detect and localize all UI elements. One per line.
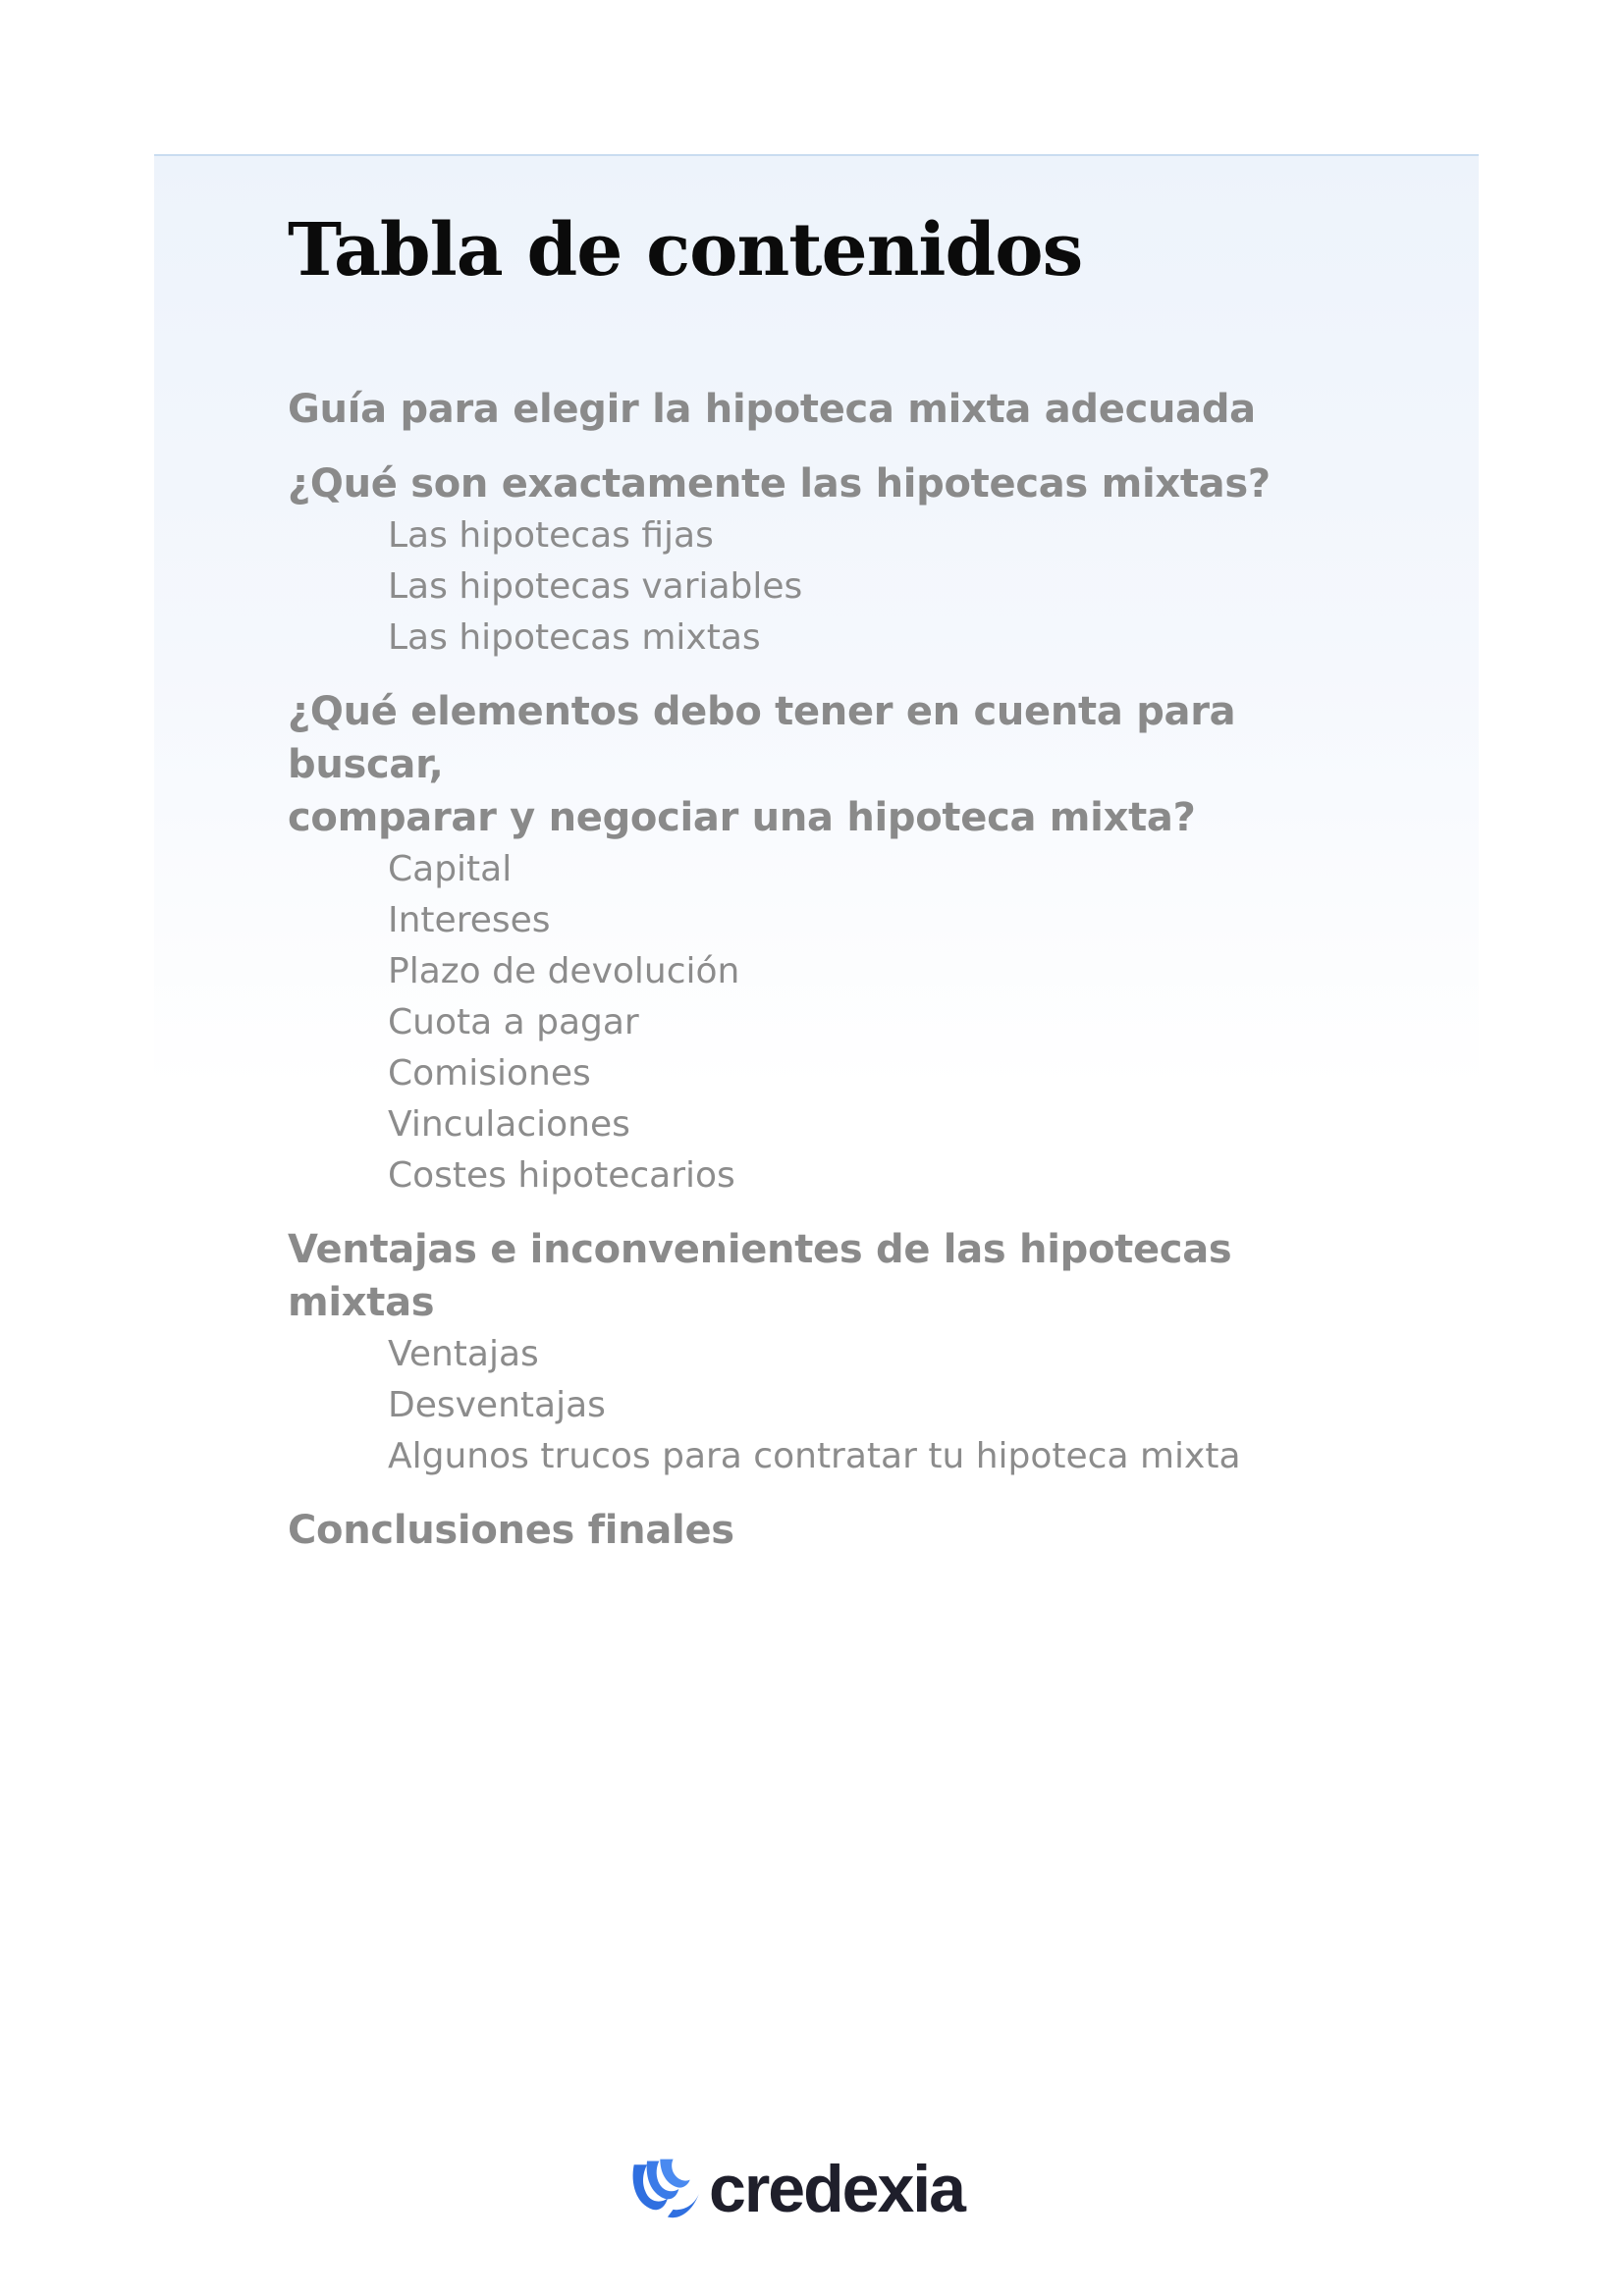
toc-section-elementos (288, 685, 1368, 1201)
toc-subitem[interactable]: Ventajas (388, 1334, 539, 1374)
table-of-contents (288, 383, 1368, 1578)
toc-section-title[interactable] (288, 685, 1368, 844)
toc-subitem[interactable]: Las hipotecas variables (388, 566, 803, 607)
toc-subitem[interactable]: Capital (388, 849, 513, 889)
toc-subitem[interactable]: Vinculaciones (388, 1104, 630, 1145)
toc-section-ventajas (288, 1223, 1368, 1482)
toc-section-guia (288, 383, 1368, 436)
toc-subitem[interactable]: Desventajas (388, 1385, 606, 1425)
toc-subitem[interactable]: Algunos trucos para contratar tu hipoteca mixta (388, 1436, 1241, 1476)
toc-subitem[interactable]: Las hipotecas fijas (388, 515, 714, 556)
toc-subitem[interactable]: Cuota a pagar (388, 1002, 639, 1042)
toc-section-title-line: ¿Qué elementos debo tener en cuenta para buscar, (288, 689, 1236, 787)
toc-section-title[interactable]: Guía para elegir la hipoteca mixta adecuada (288, 387, 1256, 432)
toc-section-que-son (288, 457, 1368, 664)
toc-section-title[interactable]: Ventajas e inconvenientes de las hipotecas mixtas (288, 1227, 1232, 1325)
toc-subitem[interactable]: Costes hipotecarios (388, 1155, 735, 1196)
toc-subitem[interactable]: Plazo de devolución (388, 951, 740, 991)
credexia-logo-icon (628, 2152, 703, 2226)
page-title: Tabla de contenidos (288, 208, 1083, 293)
toc-subitem[interactable]: Comisiones (388, 1053, 591, 1094)
toc-subitem[interactable]: Intereses (388, 900, 551, 940)
toc-section-conclusiones (288, 1504, 1368, 1557)
credexia-wordmark: credexia (709, 2152, 964, 2226)
toc-subitem[interactable]: Las hipotecas mixtas (388, 617, 761, 658)
toc-section-title[interactable]: Conclusiones finales (288, 1508, 734, 1553)
footer-logo (628, 2150, 964, 2228)
toc-section-title[interactable]: ¿Qué son exactamente las hipotecas mixtas? (288, 461, 1271, 507)
toc-section-title-line: comparar y negociar una hipoteca mixta? (288, 795, 1196, 840)
